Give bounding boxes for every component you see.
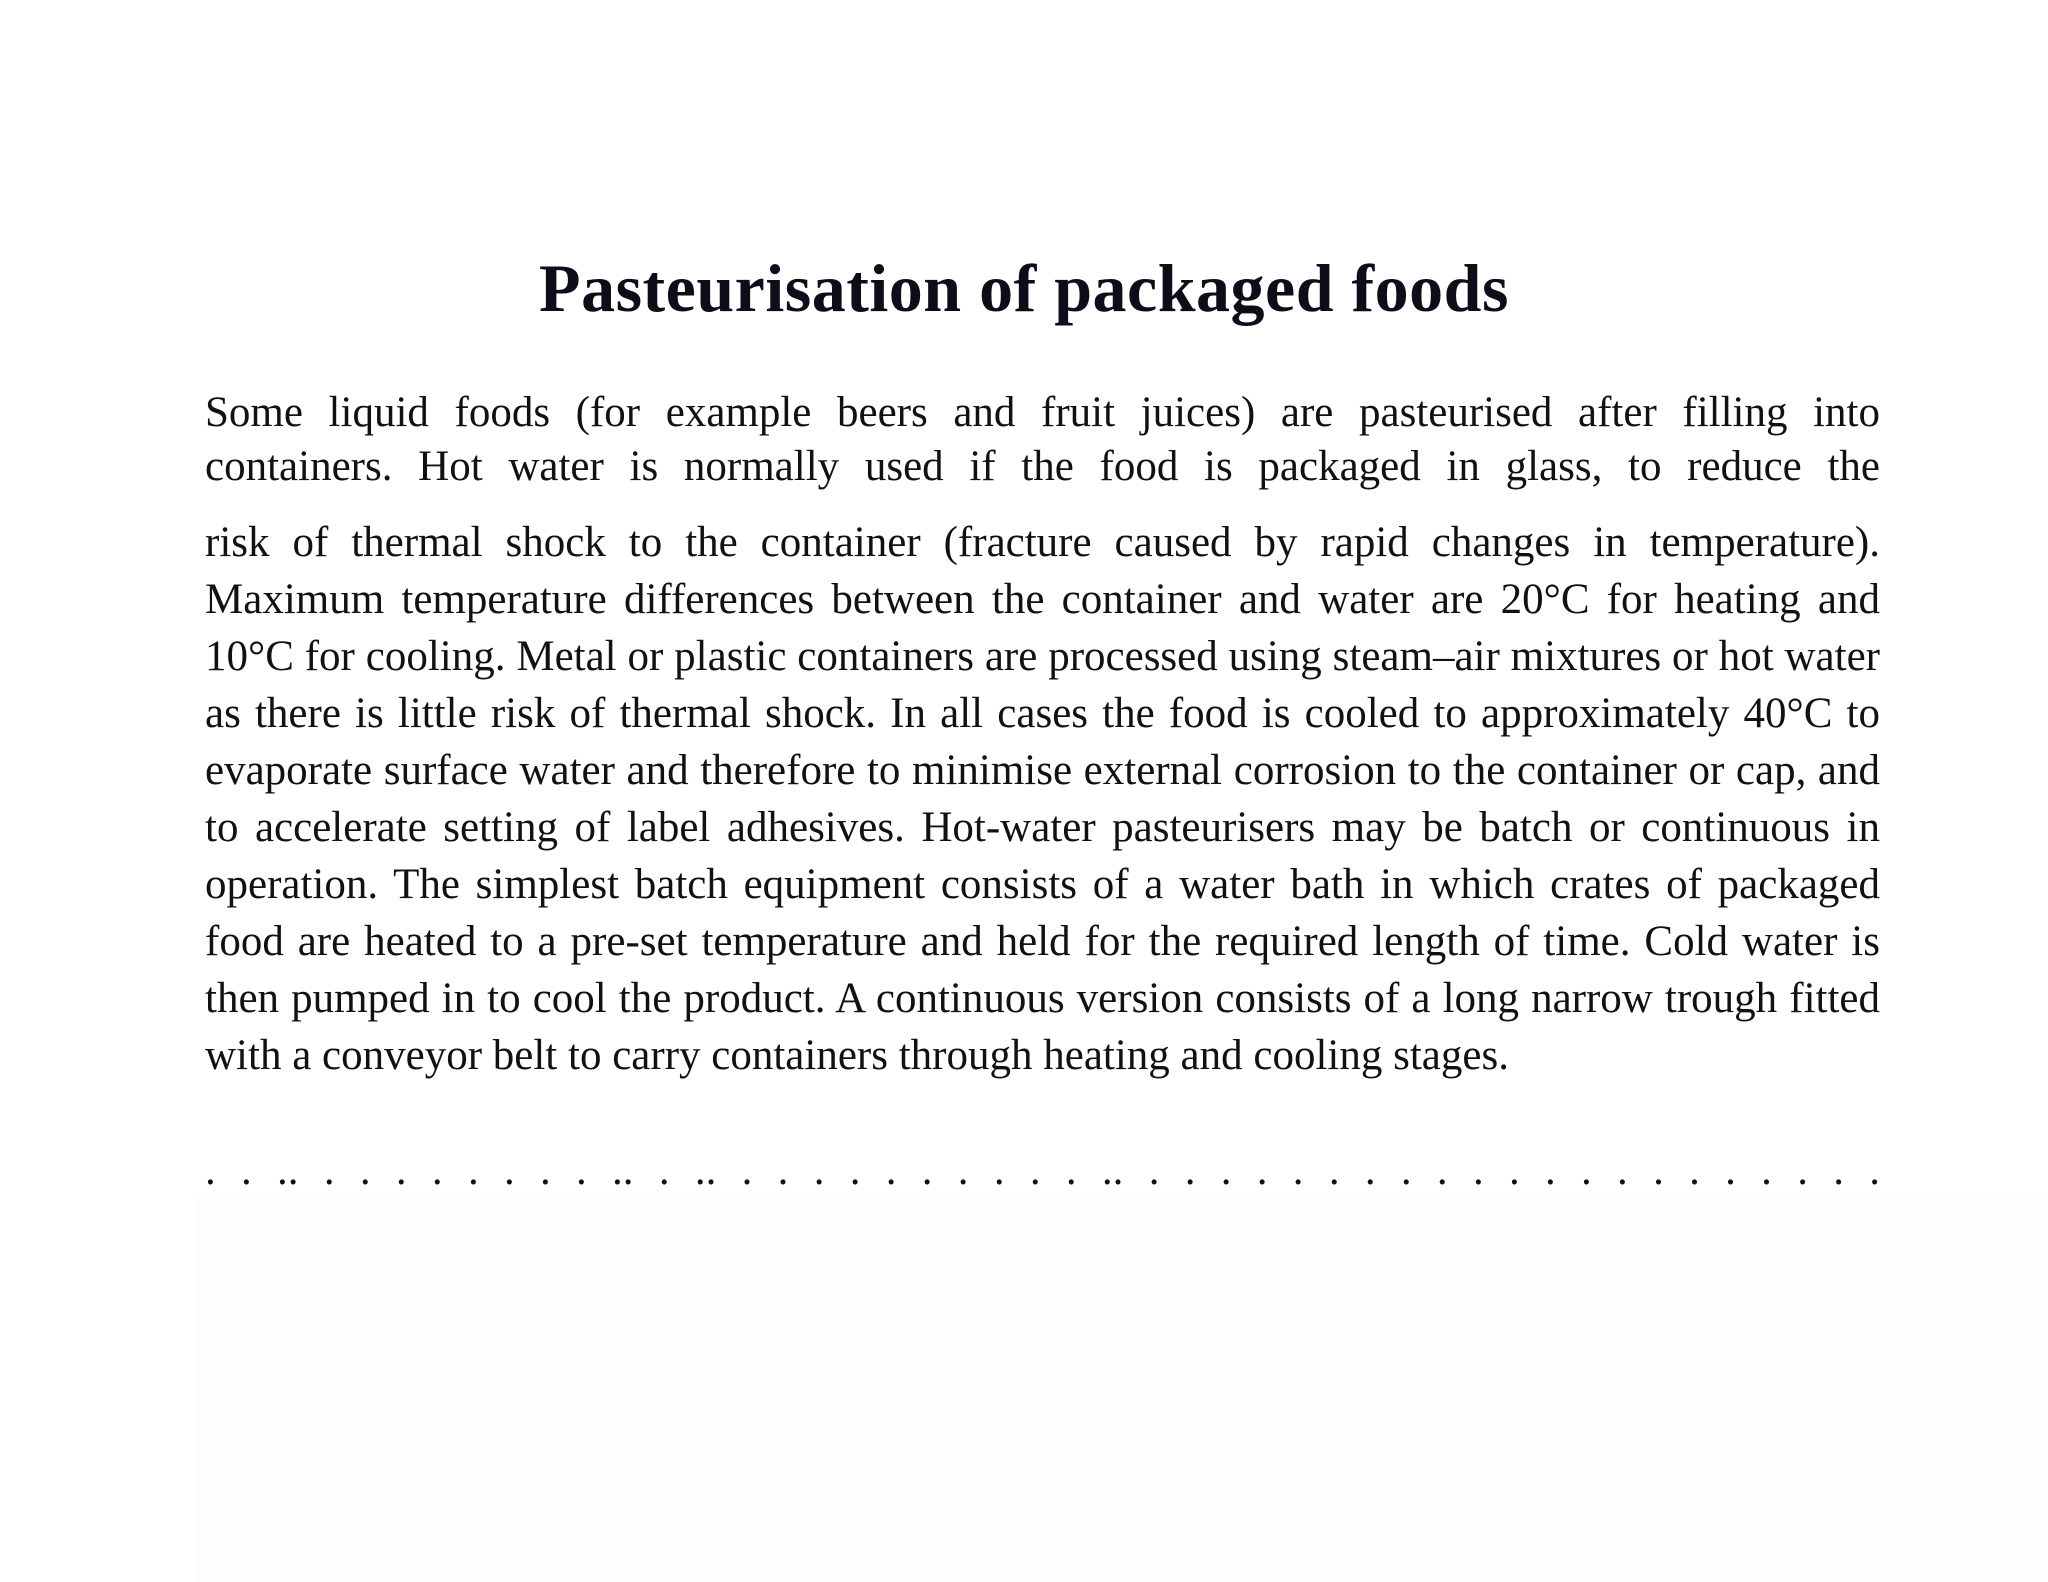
body-paragraph-part-1: Some liquid foods (for example beers and fruit juices) are pasteurised after filling into containers. Hot water is normally used if the food is packaged in glass, to reduce the (205, 389, 1880, 490)
page-background-panel (195, 1195, 2048, 1582)
cropped-text-line (205, 1147, 1880, 1194)
cropped-text-glyphs: . . .. . . . . . . . . .. . .. . . . . . . . . . . .. . . . . . . . . . . . . . . . . . . . . . (205, 1147, 1880, 1194)
page-title: Pasteurisation of packaged foods (539, 250, 1509, 326)
body-paragraph-part-2: risk of thermal shock to the container (fracture caused by rapid changes in temperature). Maximum temperature differences between the container and water are 20°C for heating and 10°C for cooling. Metal or plastic containers are processed using steam–air mixtures or hot water as there is little risk of thermal shock. In all cases the food is cooled to approximately 40°C to evaporate surface water and therefore to minimise external corrosion to the container or cap, and to accelerate setting of label adhesives. Hot-water pasteurisers may be batch or continuous in operation. The simplest batch equipment consists of a water bath in which crates of packaged food are heated to a pre-set temperature and held for the required length of time. Cold water is then pumped in to cool the product. A continuous version consists of a long narrow trough fitted with a conveyor belt to carry containers through heating and cooling stages. (205, 519, 1880, 1079)
